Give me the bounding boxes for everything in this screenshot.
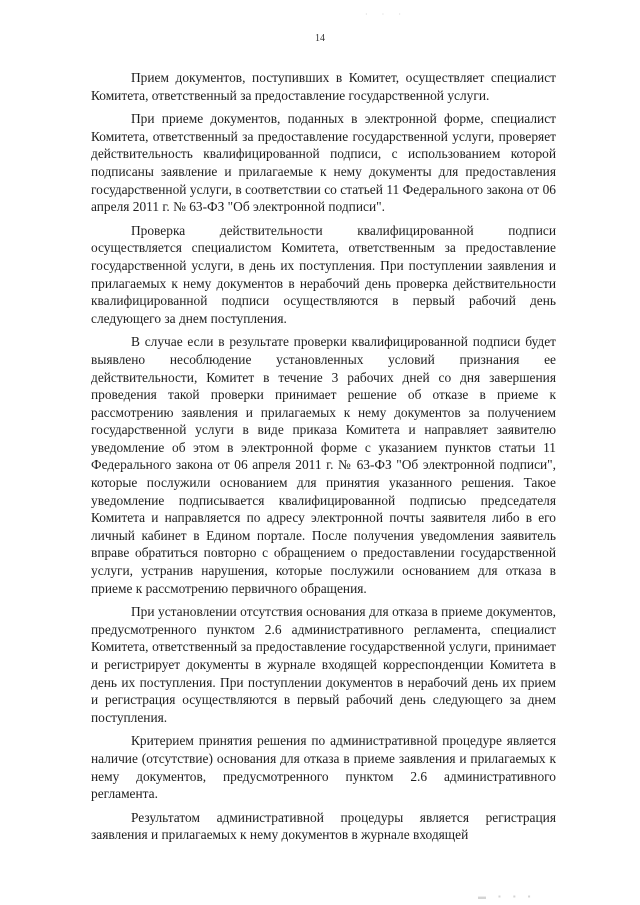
paragraph-registration: При установлении отсутствия основания для отказа в приеме документов, предусмотренного пунктом 2.6 административного регламента, специалист Комитета, ответственный за предоставление государственной услуги, принимает и регистрирует документы в журнале входящей корреспонденции Комитета в день их поступления. При поступлении документов в нерабочий день их прием и регистрация осуществляются в первый рабочий день следующего за днем поступления. [91,604,556,725]
scan-artifact-bottom: ▬ ▪ ▪ ▪ [478,892,536,901]
paragraph-signature-verification: Проверка действительности квалифицированной подписи осуществляется специалистом Комитета, ответственным за предоставление государственной услуги, в день их поступления. При поступлении заявления и прилагаемых к нему документов в нерабочий день проверка действительности квалифицированной подписи осуществляются в первый рабочий день следующего за днем поступления. [91,222,556,326]
paragraph-document-receipt: Прием документов, поступивших в Комитет, осуществляет специалист Комитета, ответственный за предоставление государственной услуги. [91,70,556,103]
paragraph-electronic-signature-check: При приеме документов, поданных в электронной форме, специалист Комитета, ответственный за предоставление государственной услуги, проверяет действительность квалифицированной подписи, с использованием которой подписаны заявление и прилагаемые к нему документы для предоставления государственной услуги, в соответствии со статьей 11 Федерального закона от 06 апреля 2011 г. № 63-ФЗ "Об электронной подписи". [91,111,556,215]
paragraph-decision-criterion: Критерием принятия решения по административной процедуре является наличие (отсутствие) основания для отказа в приеме заявления и прилагаемых к нему документов, предусмотренного пунктом 2.6 административного регламента. [91,733,556,802]
paragraph-procedure-result: Результатом административной процедуры является регистрация заявления и прилагаемых к нему документов в журнале входящей [91,809,556,843]
page-number: 14 [315,33,325,44]
paragraph-refusal-notification: В случае если в результате проверки квалифицированной подписи будет выявлено несоблюдение установленных условий признания ее действительности, Комитет в течение 3 рабочих дней со дня завершения проведения такой проверки принимает решение об отказе в приеме к рассмотрению заявления и прилагаемых к нему документов за получением государственной услуги в виде приказа Комитета и направляет заявителю уведомление об этом в электронной форме с указанием пунктов статьи 11 Федерального закона от 06 апреля 2011 г. № 63-ФЗ "Об электронной подписи", которые послужили основанием для принятия указанного решения. Такое уведомление подписывается квалифицированной подписью председателя Комитета и направляется по адресу электронной почты заявителя либо в его личный кабинет в Едином портале. После получения уведомления заявитель вправе обратиться повторно с обращением о предоставлении государственной услуги, устранив нарушения, которые послужили основанием для отказа в приеме к рассмотрению первичного обращения. [91,334,556,596]
document-body [91,69,556,850]
scan-artifact-top: · · · [365,10,407,19]
